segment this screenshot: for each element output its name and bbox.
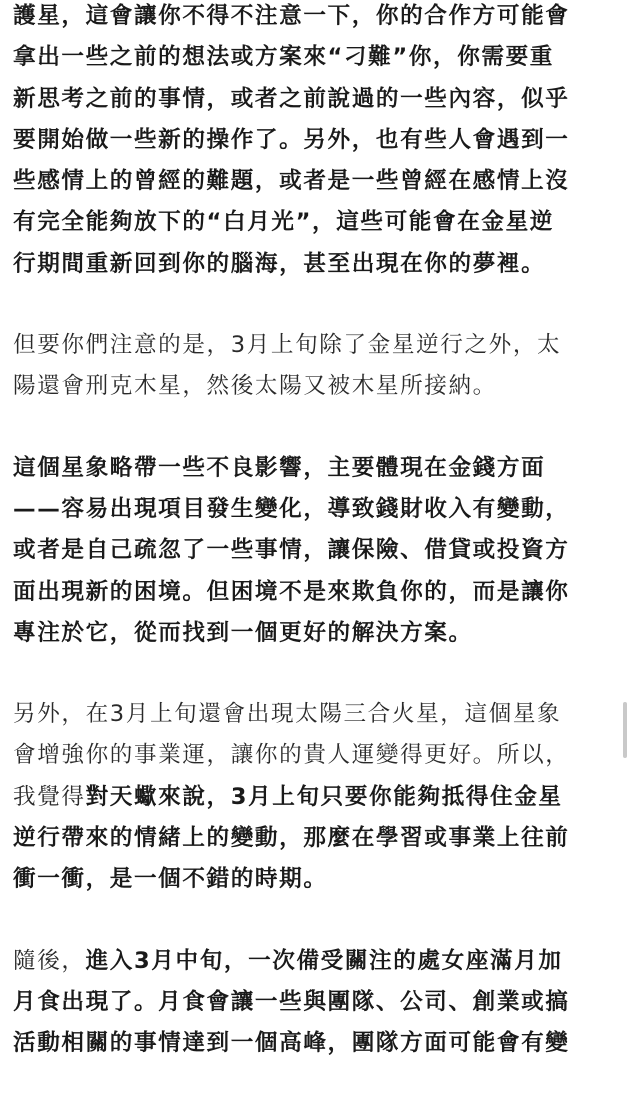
- text-line: [13, 777, 625, 818]
- scrollbar-thumb[interactable]: [623, 702, 627, 758]
- text-line: 新思考之前的事情，或者之前說過的一些內容，似乎: [13, 85, 570, 112]
- text-line: 專注於它，從而找到一個更好的解決方案。: [13, 619, 473, 646]
- text-line: 拿出一些之前的想法或方案來“刁難”你，你需要重: [13, 44, 554, 71]
- text-line: 這個星象略帶一些不良影響，主要體現在金錢方面: [13, 454, 546, 481]
- text-line: 逆行帶來的情緒上的變動，那麼在學習或事業上往前: [13, 825, 570, 852]
- text-line: [13, 941, 625, 982]
- paragraph-career-luck: [13, 694, 625, 900]
- text-run-emphasis: 進入3月中旬，一次備受關注的處女座滿月加: [85, 947, 563, 974]
- text-run-emphasis: 對天蠍來說，3月上旬只要你能夠抵得住金星: [85, 783, 563, 810]
- text-line: 陽還會刑克木星，然後太陽又被木星所接納。: [13, 373, 497, 400]
- text-line: ——容易出現項目發生變化，導致錢財收入有變動，: [13, 495, 570, 522]
- paragraph-money-aspect: [13, 448, 625, 654]
- text-line: 會增強你的事業運，讓你的貴人運變得更好。所以，: [13, 742, 570, 769]
- text-line: 活動相關的事情達到一個高峰，團隊方面可能會有變: [13, 1030, 570, 1057]
- text-line: 月食出現了。月食會讓一些與團隊、公司、創業或搞: [13, 988, 570, 1015]
- paragraph-venus-retrograde: [13, 0, 625, 285]
- article-body: [13, 0, 625, 1105]
- text-line: 護星，這會讓你不得不注意一下，你的合作方可能會: [13, 3, 570, 29]
- text-line: 另外，在3月上旬還會出現太陽三合火星，這個星象: [13, 701, 562, 728]
- text-line: 些感情上的曾經的難題，或者是一些曾經在感情上沒: [13, 168, 570, 195]
- text-line: 要開始做一些新的操作了。另外，也有些人會遇到一: [13, 126, 570, 153]
- paragraph-early-march: [13, 325, 625, 408]
- text-run: 我覺得: [13, 783, 86, 810]
- text-line: 衝一衝，是一個不錯的時期。: [13, 866, 328, 893]
- paragraph-mid-march: [13, 941, 625, 1065]
- text-line: 面出現新的困境。但困境不是來欺負你的，而是讓你: [13, 578, 570, 605]
- text-line: 或者是自己疏忽了一些事情，讓保險、借貸或投資方: [13, 537, 570, 564]
- text-run: 隨後，: [13, 947, 86, 974]
- text-line: 有完全能夠放下的“白月光”，這些可能會在金星逆: [13, 209, 554, 236]
- text-line: 但要你們注意的是，3月上旬除了金星逆行之外，太: [13, 332, 562, 359]
- text-line: 行期間重新回到你的腦海，甚至出現在你的夢裡。: [13, 250, 546, 277]
